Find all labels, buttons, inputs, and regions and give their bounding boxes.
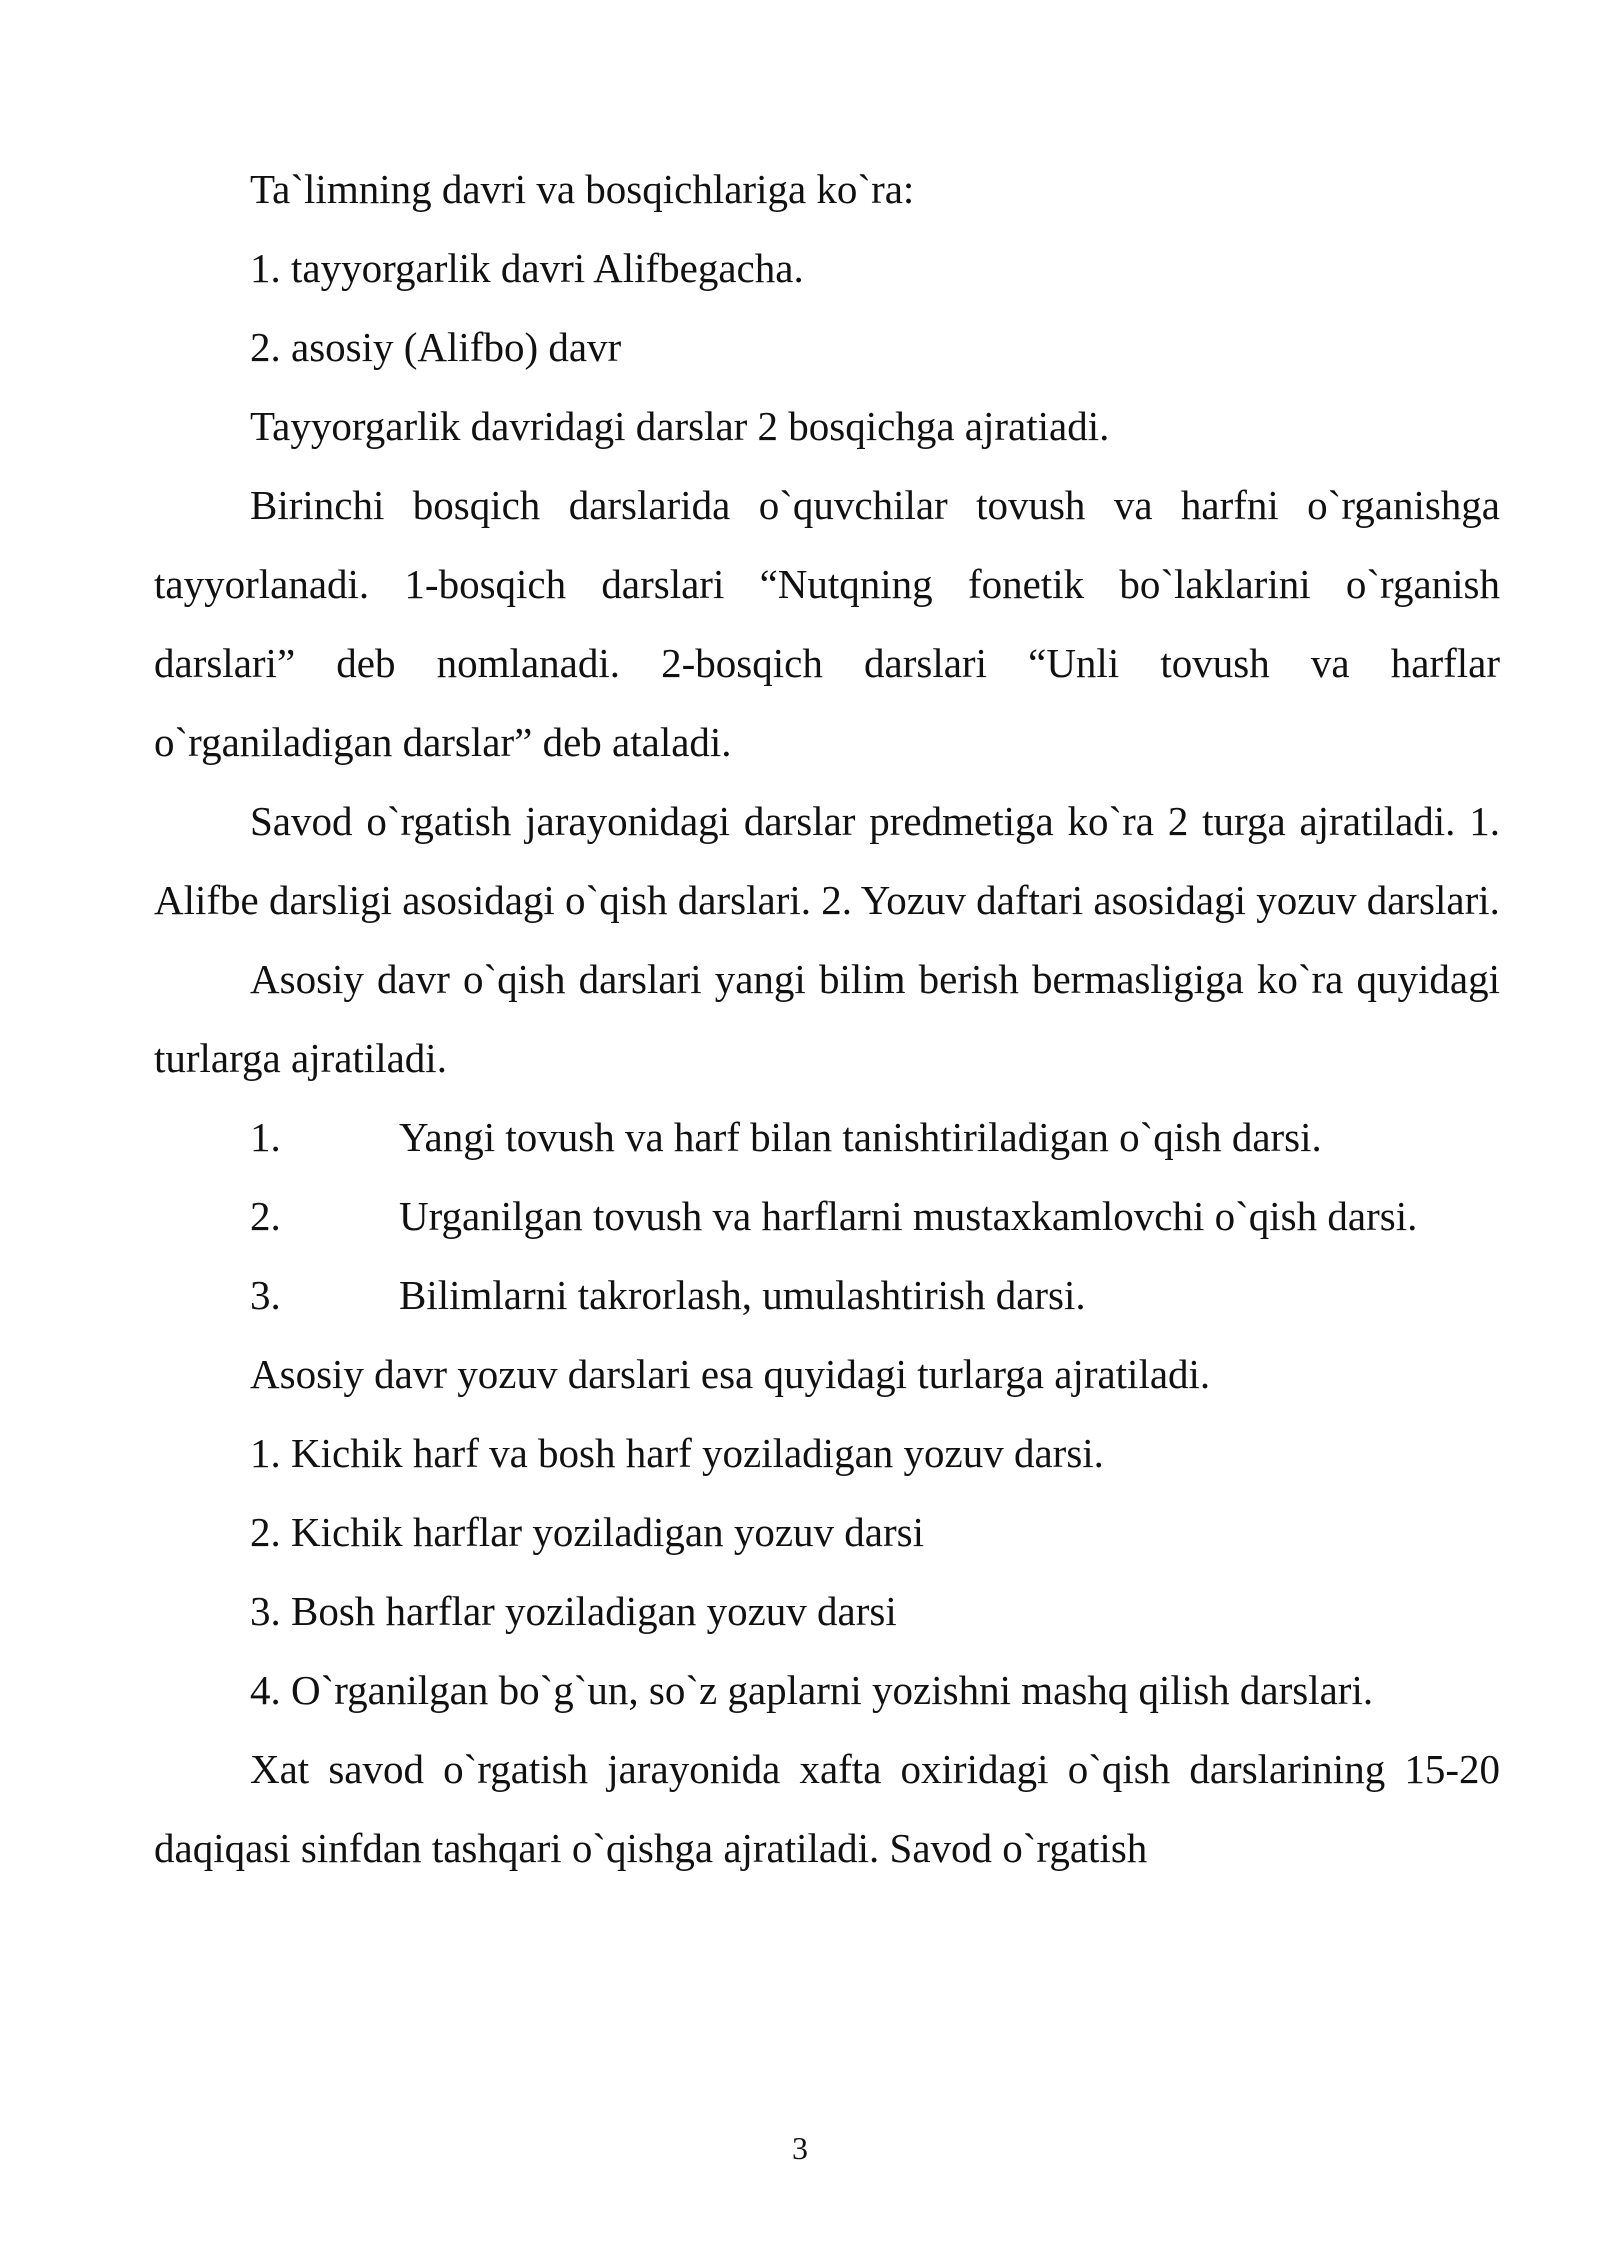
paragraph-preparation: Tayyorgarlik davridagi darslar 2 bosqichga ajratiadi. xyxy=(250,403,1110,449)
list-item xyxy=(154,1098,1500,1177)
list-item xyxy=(154,1177,1500,1256)
paragraph-writing-intro: Asosiy davr yozuv darslari esa quyidagi turlarga ajratiladi. xyxy=(250,1351,1211,1397)
list-item-number: 2. xyxy=(250,1193,281,1239)
list-item: 1. tayyorgarlik davri Alifbegacha. xyxy=(250,245,804,291)
list-item: 2. Kichik harflar yoziladigan yozuv darsi xyxy=(250,1509,924,1555)
list-item-text: Bilimlarni takrorlash, umulashtirish darsi. xyxy=(399,1272,1086,1318)
list-item: 4. O`rganilgan bo`g`un, so`z gaplarni yozishni mashq qilish darslari. xyxy=(250,1667,1374,1713)
list-item: 3. Bosh harflar yoziladigan yozuv darsi xyxy=(250,1588,897,1634)
section-heading: Ta`limning davri va bosqichlariga ko`ra: xyxy=(250,166,915,212)
list-item-number: 3. xyxy=(250,1272,281,1318)
paragraph-reading-intro: Asosiy davr o`qish darslari yangi bilim berish bermasligiga ko`ra quyidagi turlarga ajratiladi. xyxy=(154,956,1500,1081)
paragraph-first-stage: Birinchi bosqich darslarida o`quvchilar tovush va harfni o`rganishga tayyorlanadi. 1-bosqich darslari “Nutqning fonetik bo`laklarini o`rganish darslari” deb nomlanadi. 2-bosqich darslari “Unli tovush va harflar o`rganiladigan darslar” deb ataladi. xyxy=(154,482,1500,765)
list-item-text: Yangi tovush va harf bilan tanishtiriladigan o`qish darsi. xyxy=(399,1114,1322,1160)
list-item-number: 1. xyxy=(250,1114,281,1160)
list-item: 2. asosiy (Alifbo) davr xyxy=(250,324,622,370)
list-item: 1. Kichik harf va bosh harf yoziladigan yozuv darsi. xyxy=(250,1430,1104,1476)
list-item xyxy=(154,1256,1500,1335)
document-page xyxy=(154,150,1500,1888)
list-item-text: Urganilgan tovush va harflarni mustaxkamlovchi o`qish darsi. xyxy=(399,1193,1418,1239)
paragraph-subject-types: Savod o`rgatish jarayonidagi darslar predmetiga ko`ra 2 turga ajratiladi. 1. Alifbe darsligi asosidagi o`qish darslari. 2. Yozuv daftari asosidagi yozuv darslari. xyxy=(154,798,1500,923)
page-number: 3 xyxy=(792,2130,808,2166)
paragraph-final: Xat savod o`rgatish jarayonida xafta oxiridagi o`qish darslarining 15-20 daqiqasi sinfdan tashqari o`qishga ajratiladi. Savod o`rgatish xyxy=(154,1746,1500,1871)
